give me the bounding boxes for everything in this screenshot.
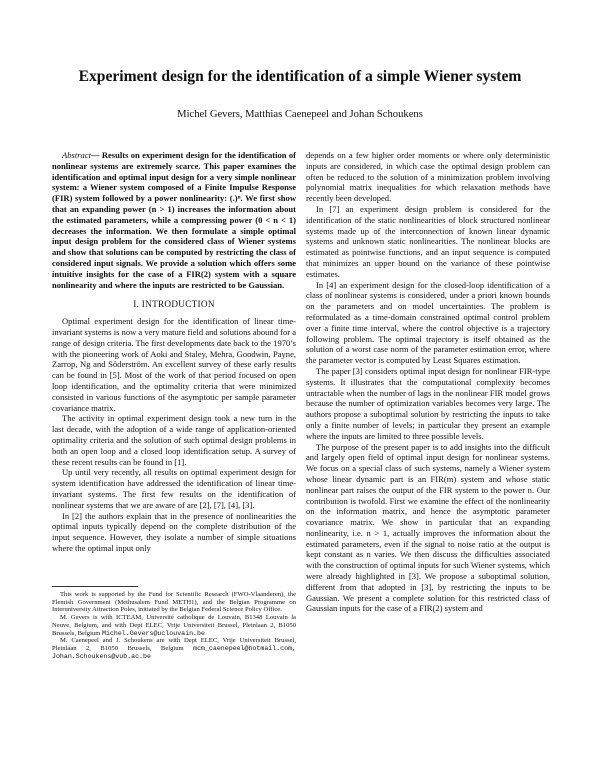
- footnote-affiliation-caenepeel-schoukens: M. Caenepeel and J. Schoukens are with Dept ELEC, Vrije Universiteit Brussel, Pleinlaan 2, B1050 Brussels, Belgium mcm_caenepeel@hotmail.com, Johan.Schoukens@vub.ac.be: [52, 637, 296, 660]
- intro-paragraph: Up until very recently, all results on optimal experiment design for system identification have addressed the identification of linear time-invariant systems. The first few results on the identification of nonlinear systems that we are aware of are [2], [7], [4], [3].: [52, 467, 296, 510]
- paper-title: Experiment design for the identification of a simple Wiener system: [78, 68, 522, 85]
- body-paragraph: In [4] an experiment design for the closed-loop identification of a class of nonlinear systems is considered, under a priori known bounds on the parameters and on model uncertainties. The problem is reformulated as a time-domain constrained optimal control problem over a finite time interval, where the control objective is a trajectory following problem. The optimal trajectory is itself obtained as the solution of a worst case norm of the parameter estimation error, where the parameter vector is computed by Least Squares estimation.: [306, 279, 550, 366]
- email-link[interactable]: Johan.Schoukens@vub.ac.be: [52, 652, 151, 660]
- footnote-funding: This work is supported by the Fund for Scientific Research (FWO-Vlaanderen), the Flemish Government (Methusalem Fund METH1), and the Belgian Programme on Interuniversity Attraction Poles, initiated by the Belgian Federal Science Policy Office.: [52, 591, 296, 614]
- abstract-dash: —: [90, 150, 102, 160]
- section-heading-introduction: I. INTRODUCTION: [133, 299, 215, 310]
- intro-paragraph: In [2] the authors explain that in the presence of nonlinearities the optimal inputs typically depend on the complete distribution of the input sequence. However, they isolate a number of simple situations where the optimal input only: [52, 510, 296, 553]
- body-paragraph: The purpose of the present paper is to add insights into the difficult and largely open field of optimal input design for nonlinear systems. We focus on a special class of such systems, namely a Wiener system whose linear dynamic part is an FIR(m) system and whose static nonlinear part raises the output of the FIR system to the power n. Our contribution is twofold. First we examine the effect of the nonlinearity on the information matrix, and hence the asymptotic parameter covariance matrix. We show in particular that an expanding nonlinearity, i.e. n > 1, actually improves the information about the estimated parameters, even if the signal to noise ratio at the output is kept constant as n varies. We then discuss the difficulties associated with the construction of optimal inputs for such Wiener systems, which were already highlighted in [3]. We propose a suboptimal solution, different from that adopted in [3], by restricting the inputs to be Gaussian. We present a complete solution for this restricted class of Gaussian inputs for the case of a FIR(2) system and: [306, 441, 550, 614]
- footnote-affiliation-gevers: M. Gevers is with ICTEAM, Université catholique de Louvain, B1348 Louvain la Neuve, Belgium, and with Dept ELEC, Vrije Universiteit Brussel, Pleinlaan 2, B1050 Brussels, Belgium Michel.Gevers@uclouvain.be: [52, 614, 296, 637]
- email-link[interactable]: mcm_caenepeel@hotmail.com,: [193, 644, 296, 652]
- intro-paragraph: Optimal experiment design for the identification of linear time-invariant systems is now a very mature field and solutions abound for a range of design criteria. The first developments date back to the 1970’s with the pioneering work of Aoki and Staley, Mehra, Goodwin, Payne, Zarrop, Ng and Söderström. An excellent survey of these early results can be found in [5]. Most of the work of that period focused on open loop identification, and the optimality criteria that were minimized consisted in various functions of the asymptotic per sample parameter covariance matrix.: [52, 316, 297, 413]
- left-column: [52, 150, 296, 554]
- footnote-rule: [52, 586, 138, 587]
- footnotes: [52, 586, 296, 660]
- abstract-lead: Abstract: [62, 150, 91, 160]
- intro-paragraph: The activity in optimal experiment design took a new turn in the last decade, with the adoption of a wide range of application-oriented optimality criteria and the solution of such optimal design problems in both an open loop and a closed loop identification setup. A survey of these recent results can be found in [1].: [52, 413, 296, 467]
- abstract: [52, 150, 296, 290]
- email-link[interactable]: Michel.Gevers@uclouvain.be: [102, 629, 205, 637]
- body-paragraph: In [7] an experiment design problem is considered for the identification of the static nonlinearities of block structured nonlinear systems made up of the interconnection of known linear dynamic systems and unknown static nonlinearities. The nonlinear blocks are estimated as pointwise functions, and an input sequence is computed that minimizes an upper bound on the variance of these pointwise estimates.: [306, 203, 550, 279]
- right-column: [306, 150, 550, 614]
- paper-authors: Michel Gevers, Matthias Caenepeel and Johan Schoukens: [177, 109, 423, 120]
- abstract-body: Results on experiment design for the identification of nonlinear systems are extremely scarce. This paper examines the identification and optimal input design for a very simple nonlinear system: a Wiener system composed of a Finite Impulse Response (FIR) system followed by a power nonlinearity: (.)ⁿ. We first show that an expanding power (n > 1) increases the information about the estimated parameters, while a compressing power (0 < n < 1) decreases the information. We then formulate a simple optimal input design problem for the considered class of Wiener systems and show that solutions can be computed by restricting the class of considered input signals. We provide a solution which offers some intuitive insights for the case of a FIR(2) system with a square nonlinearity and where the inputs are restricted to be Gaussian.: [52, 150, 296, 290]
- body-paragraph: The paper [3] considers optimal input design for nonlinear FIR-type systems. It illustrates that the computational complexity becomes untractable when the number of lags in the nonlinear FIR model grows because the number of optimization variables becomes very large. The authors propose a suboptimal solution by restricting the inputs to take only a finite number of levels; in particular they present an example where the inputs are limited to three possible levels.: [306, 365, 550, 441]
- body-paragraph: depends on a few higher order moments or where only deterministic inputs are considered, in which case the optimal design problem can often be reduced to the solution of a minimization problem involving polynomial matrix inequalities for which relaxation methods have recently been developed.: [306, 150, 550, 204]
